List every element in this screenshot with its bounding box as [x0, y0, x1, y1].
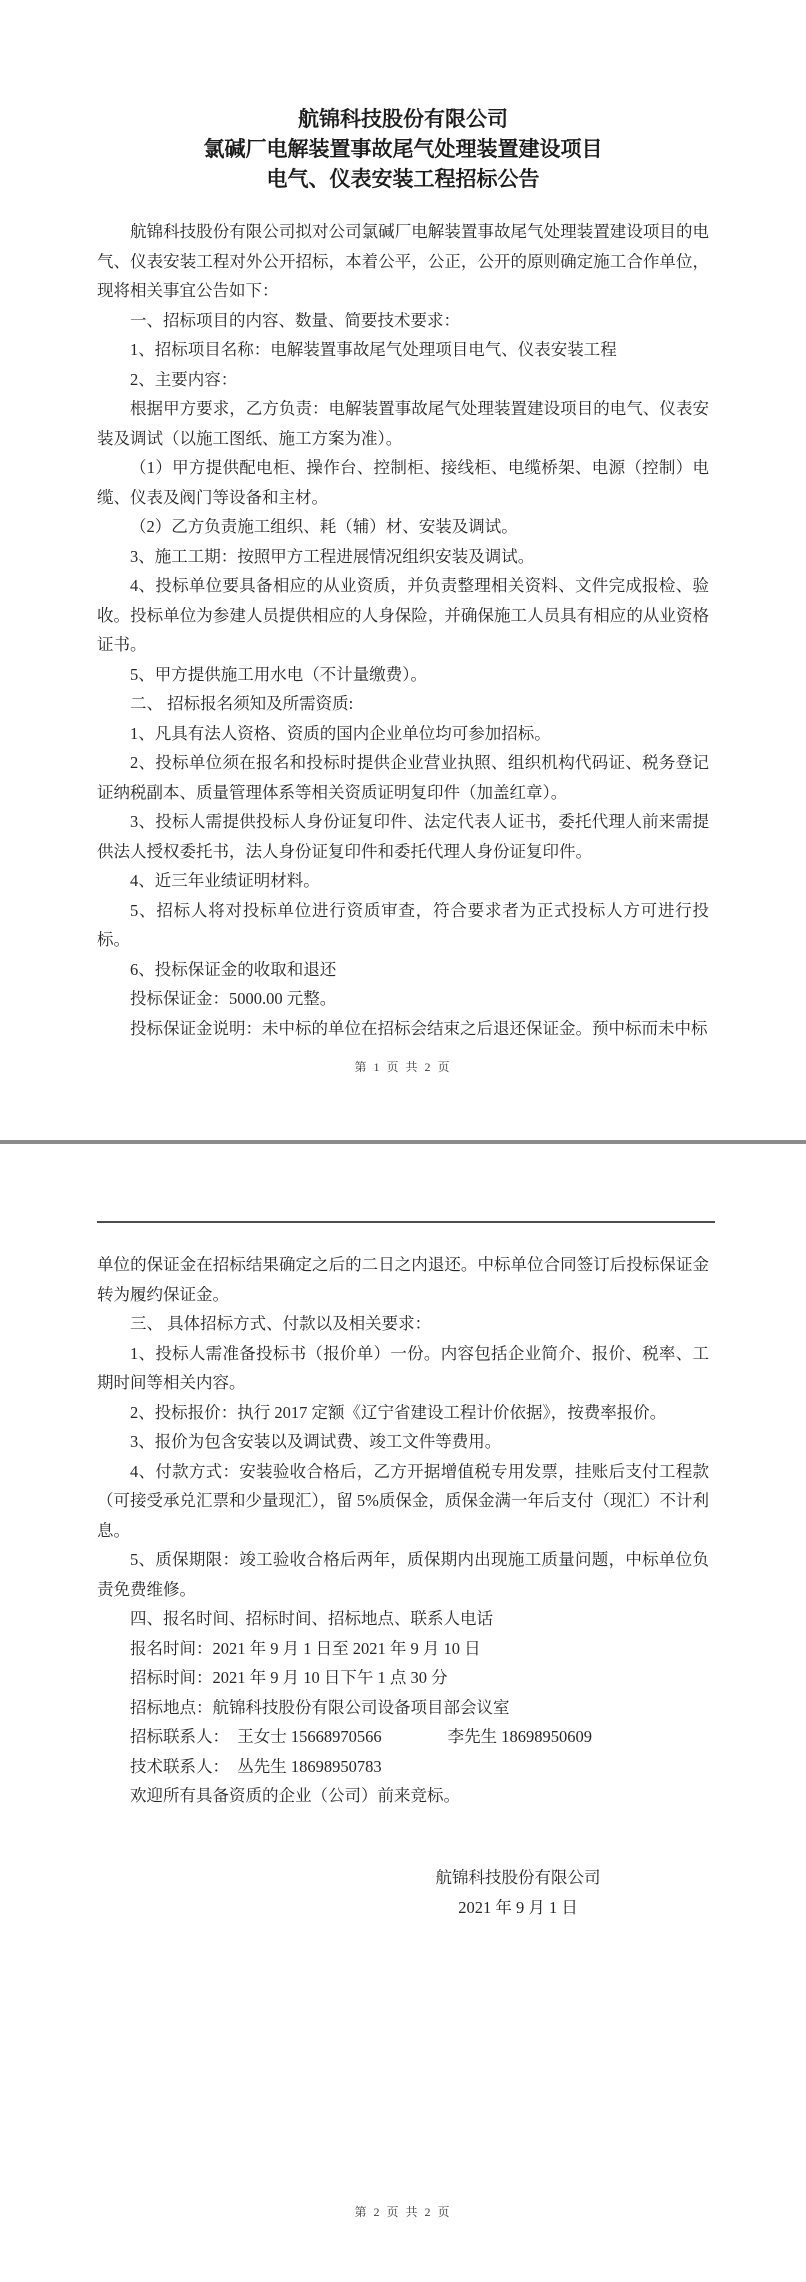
- paragraph: 3、投标人需提供投标人身份证复印件、法定代表人证书，委托代理人前来需提供法人授权委托书，法人身份证复印件和委托代理人身份证复印件。: [97, 812, 709, 861]
- paragraph: 3、施工工期：按照甲方工程进展情况组织安装及调试。: [130, 546, 535, 566]
- paragraph: 1、凡具有法人资格、资质的国内企业单位均可参加招标。: [130, 723, 551, 743]
- paragraph: 招标时间：2021 年 9 月 10 日下午 1 点 30 分: [130, 1668, 448, 1687]
- paragraph: 三、 具体招标方式、付款以及相关要求：: [130, 1314, 432, 1333]
- paragraph: 欢迎所有具备资质的企业（公司）前来竞标。: [130, 1786, 460, 1805]
- page-2-top-rule: [97, 1221, 715, 1223]
- page-1-body: [97, 217, 709, 1043]
- signature-date: 2021 年 9 月 1 日: [458, 1897, 578, 1917]
- paragraph: 二、 招标报名须知及所需资质:: [130, 694, 354, 713]
- document-title: [0, 104, 806, 194]
- paragraph: 5、招标人将对投标单位进行资质审查，符合要求者为正式投标人方可进行投标。: [97, 900, 709, 949]
- paragraph: 投标保证金说明：未中标的单位在招标会结束之后退还保证金。预中标而未中标: [130, 1018, 708, 1038]
- title-line-2: 氯碱厂电解装置事故尾气处理装置建设项目: [203, 137, 603, 161]
- paragraph: 招标联系人： 王女士 15668970566 李先生 18698950609: [130, 1727, 592, 1746]
- paragraph: 招标地点：航锦科技股份有限公司设备项目部会议室: [130, 1697, 510, 1717]
- paragraph: 1、招标项目名称：电解装置事故尾气处理项目电气、仪表安装工程: [130, 340, 617, 359]
- paragraph: 2、投标报价：执行 2017 定额《辽宁省建设工程计价依据》，按费率报价。: [130, 1402, 667, 1422]
- page-2-body: [97, 1250, 709, 1923]
- paragraph: 2、主要内容：: [130, 369, 238, 389]
- page-2-paragraphs: [97, 1250, 709, 1811]
- paragraph: 1、投标人需准备投标书（报价单）一份。内容包括企业简介、报价、税率、工期时间等相关内容。: [97, 1343, 709, 1392]
- page-1: [0, 0, 806, 1074]
- paragraph: （1）甲方提供配电柜、操作台、控制柜、接线柜、电缆桥架、电源（控制）电缆、仪表及阀门等设备和主材。: [97, 458, 709, 507]
- paragraph: 4、投标单位要具备相应的从业资质，并负责整理相关资料、文件完成报检、验收。投标单位为参建人员提供相应的人身保险，并确保施工人员具有相应的从业资格证书。: [97, 576, 709, 654]
- page-separator-band: [0, 1140, 806, 1144]
- title-line-3: 电气、仪表安装工程招标公告: [266, 167, 540, 191]
- paragraph: 6、投标保证金的收取和退还: [130, 959, 337, 979]
- page-1-footer: 第 1 页 共 2 页: [354, 1060, 452, 1074]
- paragraph: 5、质保期限：竣工验收合格后两年，质保期内出现施工质量问题，中标单位负责免费维修。: [97, 1550, 709, 1599]
- paragraph: 根据甲方要求，乙方负责：电解装置事故尾气处理装置建设项目的电气、仪表安装及调试（以施工图纸、施工方案为准）。: [97, 399, 709, 448]
- paragraph: （2）乙方负责施工组织、耗（辅）材、安装及调试。: [130, 517, 518, 536]
- paragraph: 航锦科技股份有限公司拟对公司氯碱厂电解装置事故尾气处理装置建设项目的电气、仪表安装工程对外公开招标，本着公平，公正，公开的原则确定施工合作单位，现将相关事宜公告如下：: [97, 222, 709, 300]
- paragraph: 技术联系人： 丛先生 18698950783: [130, 1756, 382, 1776]
- paragraph: 四、报名时间、招标时间、招标地点、联系人电话: [130, 1609, 493, 1628]
- page-2-footer: 第 2 页 共 2 页: [354, 2205, 452, 2219]
- title-line-1: 航锦科技股份有限公司: [298, 107, 508, 131]
- paragraph: 报名时间：2021 年 9 月 1 日至 2021 年 9 月 10 日: [130, 1638, 481, 1658]
- paragraph: 3、报价为包含安装以及调试费、竣工文件等费用。: [130, 1432, 502, 1451]
- signature-block: [353, 1863, 683, 1923]
- paragraph: 5、甲方提供施工用水电（不计量缴费）。: [130, 664, 427, 684]
- paragraph: 2、投标单位须在报名和投标时提供企业营业执照、组织机构代码证、税务登记证纳税副本、质量管理体系等相关资质证明复印件（加盖红章）。: [97, 753, 709, 802]
- paragraph: 投标保证金：5000.00 元整。: [130, 989, 337, 1008]
- paragraph: 4、付款方式：安装验收合格后，乙方开据增值税专用发票，挂账后支付工程款（可接受承兑汇票和少量现汇），留 5%质保金，质保金满一年后支付（现汇）不计利息。: [97, 1461, 709, 1540]
- paragraph: 4、近三年业绩证明材料。: [130, 871, 320, 890]
- signature-company: 航锦科技股份有限公司: [435, 1867, 601, 1887]
- paragraph: 一、招标项目的内容、数量、简要技术要求：: [130, 310, 460, 330]
- paragraph: 单位的保证金在招标结果确定之后的二日之内退还。中标单位合同签订后投标保证金转为履约保证金。: [97, 1255, 709, 1304]
